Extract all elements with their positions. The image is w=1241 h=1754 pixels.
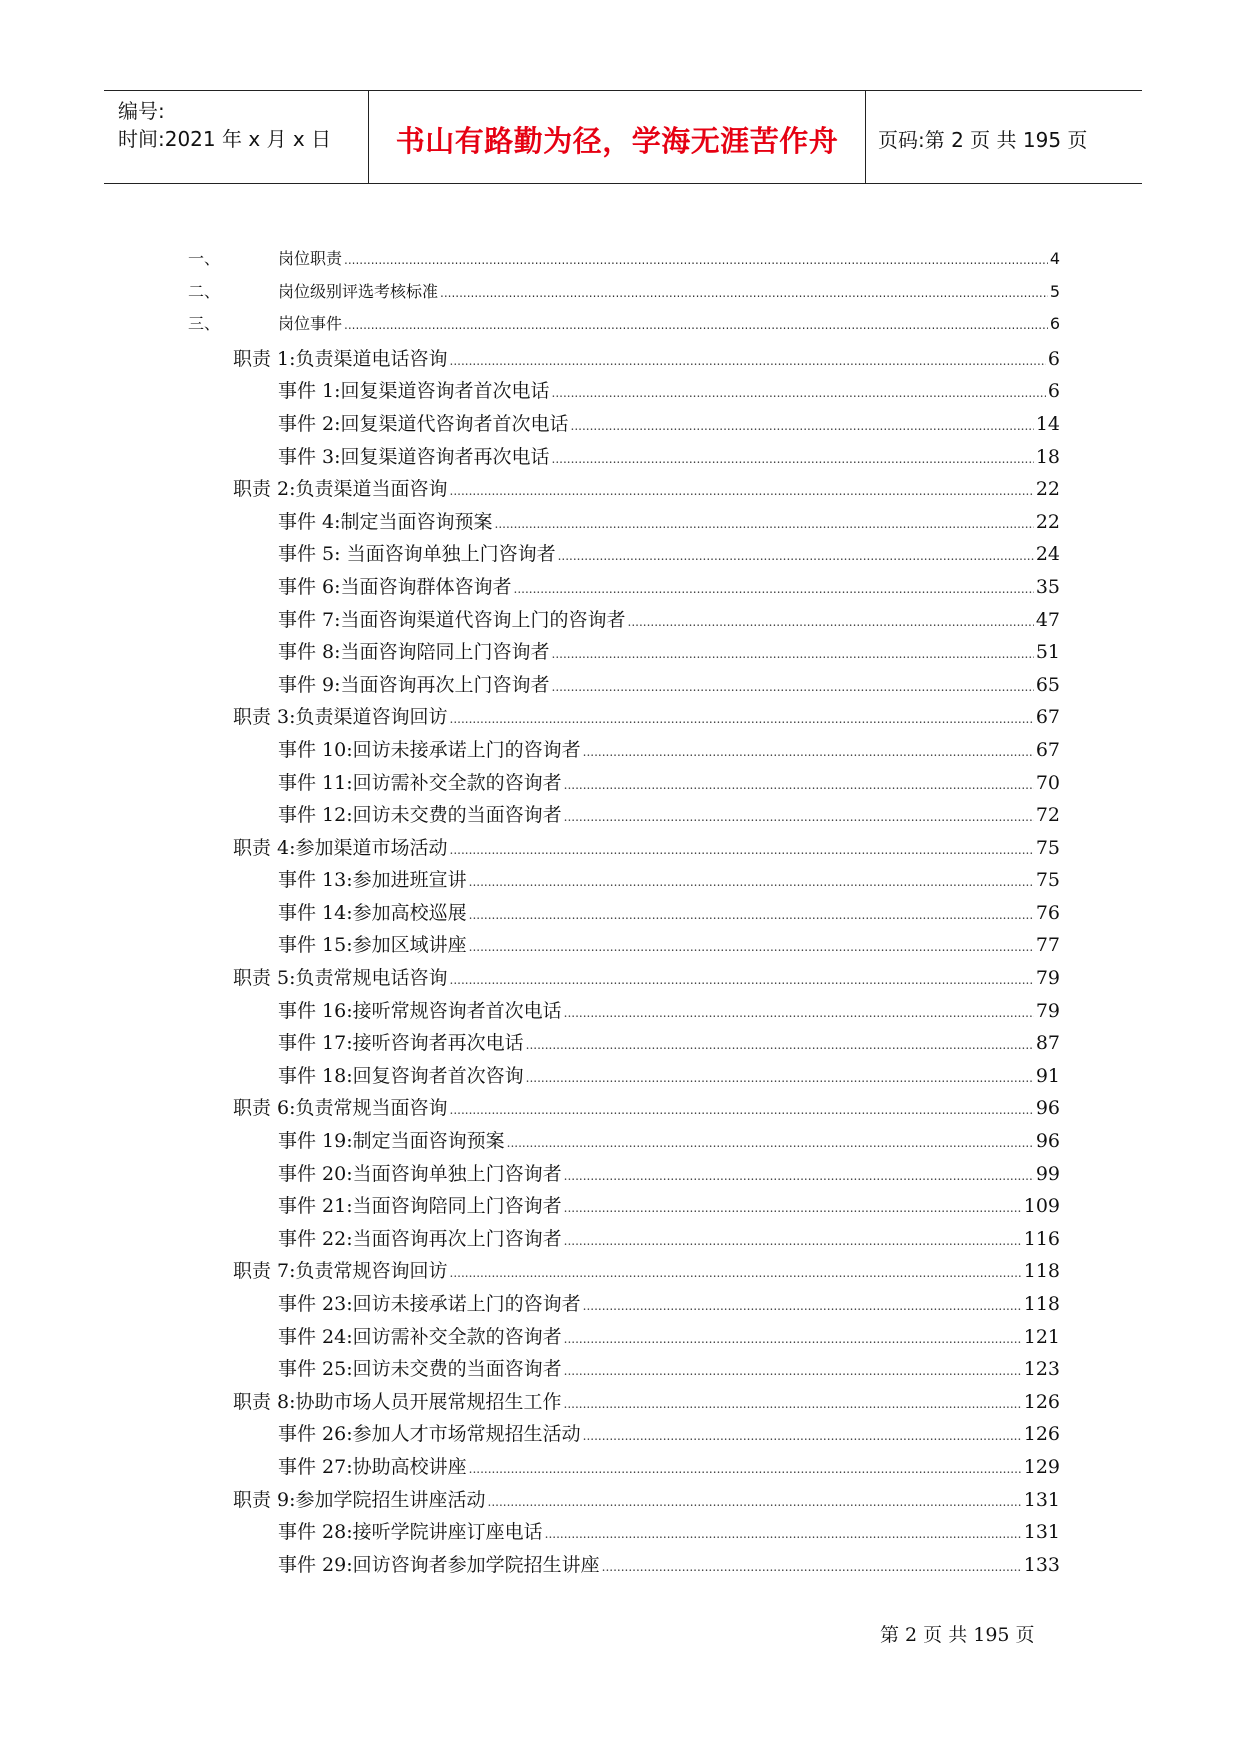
toc-entry-number: 一、 xyxy=(188,249,221,268)
toc-entry-label: 职责 4:参加渠道市场活动 xyxy=(233,836,448,859)
toc-dot-leader xyxy=(450,354,1046,368)
toc-dot-leader xyxy=(628,615,1034,629)
toc-entry[interactable] xyxy=(188,1224,1060,1257)
toc-entry-label: 事件 26:参加人才市场常规招生活动 xyxy=(278,1423,581,1446)
toc-entry-label: 职责 3:负责渠道咨询回访 xyxy=(233,706,448,729)
toc-entry-label: 事件 1:回复渠道咨询者首次电话 xyxy=(278,380,550,403)
header-left-cell xyxy=(104,91,369,183)
toc-dot-leader xyxy=(469,1462,1022,1476)
toc-entry-label: 事件 6:当面咨询群体咨询者 xyxy=(278,575,512,598)
toc-entry-page: 14 xyxy=(1035,412,1060,435)
toc-entry-page: 99 xyxy=(1035,1162,1060,1185)
document-time-label: 时间:2021 年 x 月 x 日 xyxy=(118,127,332,151)
toc-entry-label: 职责 1:负责渠道电话咨询 xyxy=(233,347,448,370)
toc-dot-leader xyxy=(564,1364,1022,1378)
toc-dot-leader xyxy=(564,1201,1022,1215)
toc-entry[interactable] xyxy=(188,1452,1060,1485)
toc-dot-leader xyxy=(564,1332,1022,1346)
toc-dot-leader xyxy=(488,1495,1022,1509)
toc-entry[interactable] xyxy=(188,1485,1060,1518)
toc-entry-page: 118 xyxy=(1023,1260,1060,1283)
toc-entry-label: 事件 28:接听学院讲座订座电话 xyxy=(278,1521,543,1544)
toc-entry-page: 70 xyxy=(1035,771,1060,794)
toc-dot-leader xyxy=(564,810,1034,824)
toc-dot-leader xyxy=(552,386,1046,400)
toc-entry[interactable] xyxy=(188,279,1060,312)
toc-entry-label: 事件 12:回访未交费的当面咨询者 xyxy=(278,804,562,827)
toc-dot-leader xyxy=(558,549,1034,563)
toc-entry-label: 事件 9:当面咨询再次上门咨询者 xyxy=(278,673,550,696)
toc-entry[interactable] xyxy=(188,1419,1060,1452)
toc-entry[interactable] xyxy=(188,1256,1060,1289)
toc-entry[interactable] xyxy=(188,311,1060,344)
toc-entry-label: 职责 8:协助市场人员开展常规招生工作 xyxy=(233,1390,562,1413)
toc-entry-page: 75 xyxy=(1035,869,1060,892)
toc-entry-page: 67 xyxy=(1035,706,1060,729)
toc-dot-leader xyxy=(526,1038,1034,1052)
toc-entry-label: 事件 20:当面咨询单独上门咨询者 xyxy=(278,1162,562,1185)
toc-entry[interactable] xyxy=(188,670,1060,703)
toc-entry-number: 三、 xyxy=(188,314,221,334)
toc-entry-page: 24 xyxy=(1035,543,1060,566)
toc-entry[interactable] xyxy=(188,507,1060,540)
toc-entry-page: 75 xyxy=(1035,836,1060,859)
page-footer: 第 2 页 共 195 页 xyxy=(880,1624,1035,1646)
toc-entry[interactable] xyxy=(188,1126,1060,1159)
toc-dot-leader xyxy=(344,253,1048,267)
toc-entry[interactable] xyxy=(188,865,1060,898)
toc-entry-page: 96 xyxy=(1035,1097,1060,1120)
toc-dot-leader xyxy=(450,1103,1034,1117)
toc-entry-label: 事件 23:回访未接承诺上门的咨询者 xyxy=(278,1293,581,1315)
toc-entry[interactable] xyxy=(188,1322,1060,1355)
toc-entry[interactable] xyxy=(188,702,1060,735)
toc-entry-page: 131 xyxy=(1023,1521,1060,1544)
toc-dot-leader xyxy=(344,318,1048,332)
toc-entry-page: 76 xyxy=(1035,901,1060,924)
toc-entry-page: 72 xyxy=(1035,804,1060,827)
toc-dot-leader xyxy=(514,582,1034,596)
toc-dot-leader xyxy=(564,1234,1022,1248)
toc-entry-page: 133 xyxy=(1023,1553,1060,1576)
toc-entry[interactable] xyxy=(188,1028,1060,1061)
toc-entry-page: 47 xyxy=(1035,608,1060,631)
toc-entry-page: 6 xyxy=(1049,314,1060,334)
toc-dot-leader xyxy=(450,712,1034,726)
toc-entry-label: 事件 5: 当面咨询单独上门咨询者 xyxy=(278,543,556,566)
toc-entry-label: 事件 10:回访未接承诺上门的咨询者 xyxy=(278,738,581,761)
toc-entry-page: 51 xyxy=(1035,641,1060,664)
toc-entry-page: 22 xyxy=(1035,510,1060,533)
toc-entry[interactable] xyxy=(188,409,1060,442)
toc-dot-leader xyxy=(526,1071,1034,1085)
toc-entry-page: 126 xyxy=(1023,1390,1060,1413)
toc-entry[interactable] xyxy=(188,1550,1060,1583)
toc-dot-leader xyxy=(583,1429,1022,1443)
toc-entry-label: 职责 2:负责渠道当面咨询 xyxy=(233,478,448,501)
document-number-label: 编号: xyxy=(118,99,165,123)
toc-entry-label: 事件 18:回复咨询者首次咨询 xyxy=(278,1064,524,1087)
toc-entry-page: 96 xyxy=(1035,1130,1060,1153)
toc-entry-label: 事件 25:回访未交费的当面咨询者 xyxy=(278,1358,562,1381)
toc-entry-label: 事件 21:当面咨询陪同上门咨询者 xyxy=(278,1195,562,1218)
toc-entry-label: 事件 7:当面咨询渠道代咨询上门的咨询者 xyxy=(278,608,626,631)
toc-entry-page: 123 xyxy=(1023,1358,1060,1381)
toc-entry[interactable] xyxy=(188,735,1060,768)
toc-entry-number: 二、 xyxy=(188,281,221,301)
toc-dot-leader xyxy=(469,875,1034,889)
toc-entry-page: 91 xyxy=(1035,1064,1060,1087)
toc-entry-page: 5 xyxy=(1049,281,1060,301)
toc-dot-leader xyxy=(552,680,1034,694)
toc-entry-label: 事件 17:接听咨询者再次电话 xyxy=(278,1032,524,1055)
toc-entry-page: 6 xyxy=(1047,347,1060,370)
toc-entry-page: 79 xyxy=(1035,967,1060,990)
toc-dot-leader xyxy=(450,843,1034,857)
toc-entry[interactable] xyxy=(188,605,1060,638)
toc-dot-leader xyxy=(564,778,1034,792)
toc-entry-page: 129 xyxy=(1023,1455,1060,1478)
toc-entry-label: 事件 27:协助高校讲座 xyxy=(278,1455,467,1478)
toc-entry-label: 事件 13:参加进班宣讲 xyxy=(278,869,467,892)
toc-entry-label: 事件 22:当面咨询再次上门咨询者 xyxy=(278,1227,562,1250)
toc-dot-leader xyxy=(545,1527,1022,1541)
toc-entry-label: 事件 4:制定当面咨询预案 xyxy=(278,510,493,533)
toc-entry-page: 4 xyxy=(1049,249,1060,268)
toc-entry-label: 职责 9:参加学院招生讲座活动 xyxy=(233,1488,486,1511)
toc-entry[interactable] xyxy=(188,996,1060,1029)
toc-dot-leader xyxy=(552,452,1034,466)
toc-entry-page: 79 xyxy=(1035,999,1060,1022)
toc-entry-label: 职责 5:负责常规电话咨询 xyxy=(233,967,448,990)
toc-entry-page: 35 xyxy=(1035,575,1060,598)
toc-entry-page: 6 xyxy=(1047,380,1060,403)
toc-entry-page: 77 xyxy=(1035,934,1060,957)
toc-entry-label: 事件 14:参加高校巡展 xyxy=(278,901,467,924)
toc-dot-leader xyxy=(440,286,1048,300)
toc-entry-page: 126 xyxy=(1023,1423,1060,1446)
toc-entry[interactable] xyxy=(188,572,1060,605)
toc-entry-label: 职责 6:负责常规当面咨询 xyxy=(233,1097,448,1120)
toc-dot-leader xyxy=(583,1299,1022,1313)
toc-entry[interactable] xyxy=(188,1517,1060,1550)
toc-entry[interactable] xyxy=(188,344,1060,377)
toc-entry-label: 职责 7:负责常规咨询回访 xyxy=(233,1260,448,1283)
toc-dot-leader xyxy=(450,484,1034,498)
toc-entry-label: 岗位事件 xyxy=(278,314,343,334)
toc-entry[interactable] xyxy=(188,833,1060,866)
toc-entry-label: 事件 2:回复渠道代咨询者首次电话 xyxy=(278,412,569,435)
toc-entry-label: 岗位职责 xyxy=(278,249,343,268)
header-middle-cell xyxy=(369,91,866,183)
table-of-contents xyxy=(188,246,1060,1582)
toc-entry-label: 事件 3:回复渠道咨询者再次电话 xyxy=(278,445,550,468)
toc-entry-page: 22 xyxy=(1035,478,1060,501)
toc-entry[interactable] xyxy=(188,376,1060,409)
toc-dot-leader xyxy=(564,1169,1034,1183)
toc-entry[interactable] xyxy=(188,1159,1060,1192)
toc-entry-page: 118 xyxy=(1023,1293,1060,1315)
toc-entry-label: 事件 19:制定当面咨询预案 xyxy=(278,1130,505,1153)
toc-entry-label: 事件 16:接听常规咨询者首次电话 xyxy=(278,999,562,1022)
page-header xyxy=(104,90,1142,184)
toc-entry-page: 65 xyxy=(1035,673,1060,696)
toc-entry-label: 岗位级别评选考核标准 xyxy=(278,281,439,301)
toc-entry[interactable] xyxy=(188,1093,1060,1126)
toc-entry-label: 事件 8:当面咨询陪同上门咨询者 xyxy=(278,641,550,664)
toc-entry[interactable] xyxy=(188,930,1060,963)
toc-entry[interactable] xyxy=(188,246,1060,279)
toc-dot-leader xyxy=(450,1266,1022,1280)
toc-entry[interactable] xyxy=(188,1191,1060,1224)
toc-entry-label: 事件 15:参加区域讲座 xyxy=(278,934,467,957)
toc-entry[interactable] xyxy=(188,768,1060,801)
toc-dot-leader xyxy=(602,1560,1022,1574)
toc-entry[interactable] xyxy=(188,800,1060,833)
toc-entry-label: 事件 29:回访咨询者参加学院招生讲座 xyxy=(278,1553,600,1576)
toc-entry-page: 67 xyxy=(1035,738,1060,761)
header-right-cell xyxy=(866,91,1142,183)
toc-dot-leader xyxy=(552,647,1034,661)
toc-dot-leader xyxy=(564,1006,1034,1020)
toc-entry[interactable] xyxy=(188,474,1060,507)
toc-dot-leader xyxy=(450,973,1034,987)
toc-entry[interactable] xyxy=(188,442,1060,475)
toc-entry-page: 121 xyxy=(1023,1325,1060,1348)
toc-entry-page: 131 xyxy=(1023,1488,1060,1511)
toc-entry-page: 116 xyxy=(1023,1227,1060,1250)
toc-dot-leader xyxy=(564,1397,1022,1411)
header-motto: 书山有路勤为径，学海无涯苦作舟 xyxy=(395,124,839,158)
toc-entry[interactable] xyxy=(188,963,1060,996)
toc-dot-leader xyxy=(583,745,1034,759)
toc-entry[interactable] xyxy=(188,1387,1060,1420)
toc-entry-label: 事件 11:回访需补交全款的咨询者 xyxy=(278,771,562,794)
toc-dot-leader xyxy=(469,940,1034,954)
toc-entry-page: 87 xyxy=(1035,1032,1060,1055)
toc-entry[interactable] xyxy=(188,898,1060,931)
toc-dot-leader xyxy=(571,419,1034,433)
toc-dot-leader xyxy=(507,1136,1034,1150)
toc-dot-leader xyxy=(495,517,1034,531)
toc-entry-label: 事件 24:回访需补交全款的咨询者 xyxy=(278,1325,562,1348)
header-page-info: 页码:第 2 页 共 195 页 xyxy=(878,128,1088,152)
toc-entry[interactable] xyxy=(188,1289,1060,1322)
toc-entry-page: 109 xyxy=(1023,1195,1060,1218)
toc-dot-leader xyxy=(469,908,1034,922)
toc-entry-page: 18 xyxy=(1035,445,1060,468)
toc-entry[interactable] xyxy=(188,637,1060,670)
toc-entry[interactable] xyxy=(188,539,1060,572)
toc-entry[interactable] xyxy=(188,1061,1060,1094)
toc-entry[interactable] xyxy=(188,1354,1060,1387)
